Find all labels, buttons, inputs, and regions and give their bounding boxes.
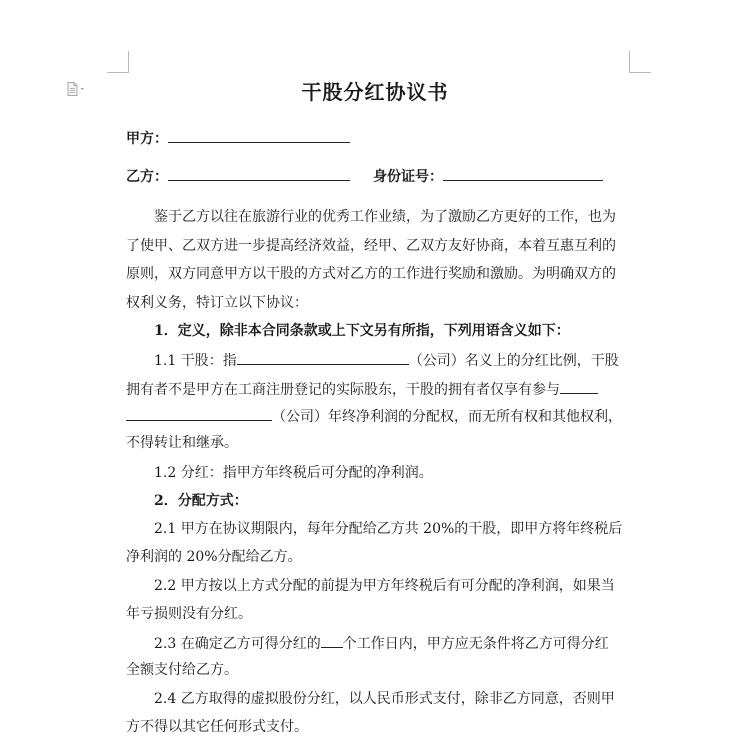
section-2-heading: 2．分配方式： bbox=[154, 493, 248, 509]
company-name-blank-2b bbox=[126, 405, 272, 421]
party-b-blank bbox=[168, 165, 350, 181]
party-a-blank bbox=[168, 127, 350, 143]
preamble-line-2: 了使甲、乙双方进一步提高经济效益，经甲、乙双方友好协商，本着互惠互利的 bbox=[126, 238, 616, 254]
clause-1-1-line-2 bbox=[126, 378, 598, 400]
clause-1-1-lead: 1.1 干股：指 bbox=[154, 353, 237, 369]
company-name-blank bbox=[237, 349, 409, 365]
document-title: 干股分红协议书 bbox=[301, 80, 449, 104]
clause-2-4-line-2: 方不得以其它任何形式支付。 bbox=[126, 719, 308, 735]
clause-1-1-text-2: （公司）年终净利润的分配权，而无所有权和其他权利， bbox=[272, 409, 622, 425]
clause-1-1-line-4: 不得转让和继承。 bbox=[126, 435, 238, 451]
clause-1-1-line-1 bbox=[154, 349, 619, 371]
id-number-row bbox=[373, 165, 603, 187]
clause-2-1-line-2: 净利润的 20%分配给乙方。 bbox=[126, 549, 302, 565]
clause-2-3-line-2: 全额支付给乙方。 bbox=[126, 662, 238, 678]
party-a-row bbox=[126, 127, 350, 149]
preamble-line-3: 原则，双方同意甲方以干股的方式对乙方的工作进行奖励和激励。为明确双方的 bbox=[126, 266, 616, 282]
workdays-blank bbox=[321, 632, 343, 648]
clause-2-3-tail: 个工作日内，甲方应无条件将乙方可得分红 bbox=[342, 636, 609, 652]
party-a-label: 甲方： bbox=[126, 131, 168, 147]
company-name-blank-2a bbox=[560, 378, 598, 394]
clause-2-3-line-1 bbox=[154, 632, 609, 654]
clause-2-2-line-2: 年亏损则没有分红。 bbox=[126, 606, 252, 622]
preamble-line-1: 鉴于乙方以往在旅游行业的优秀工作业绩，为了激励乙方更好的工作，也为 bbox=[154, 209, 616, 225]
margin-corner-top-left bbox=[107, 51, 129, 73]
clause-1-1-line-3 bbox=[126, 405, 622, 427]
clause-2-2-line-1: 2.2 甲方按以上方式分配的前提为甲方年终税后有可分配的净利润，如果当 bbox=[154, 578, 615, 594]
party-b-label: 乙方： bbox=[126, 169, 168, 185]
clause-2-3-lead: 2.3 在确定乙方可得分红的 bbox=[154, 636, 321, 652]
section-1-heading: 1．定义，除非本合同条款或上下文另有所指，下列用语含义如下： bbox=[154, 323, 570, 339]
id-number-blank bbox=[443, 165, 603, 181]
clause-1-2: 1.2 分红：指甲方年终税后可分配的净利润。 bbox=[154, 465, 433, 481]
clause-2-4-line-1: 2.4 乙方取得的虚拟股份分红，以人民币形式支付，除非乙方同意，否则甲 bbox=[154, 691, 615, 707]
clause-2-1-line-1: 2.1 甲方在协议期限内，每年分配给乙方共 20%的干股，即甲方将年终税后 bbox=[154, 521, 623, 537]
margin-corner-top-right bbox=[629, 51, 651, 73]
party-b-row bbox=[126, 165, 350, 187]
id-number-label: 身份证号： bbox=[373, 169, 443, 185]
clause-1-1-text: 拥有者不是甲方在工商注册登记的实际股东，干股的拥有者仅享有参与 bbox=[126, 382, 560, 398]
preamble-line-4: 权利义务，特订立以下协议： bbox=[126, 295, 308, 311]
clause-1-1-tail: （公司）名义上的分红比例，干股 bbox=[408, 353, 619, 369]
